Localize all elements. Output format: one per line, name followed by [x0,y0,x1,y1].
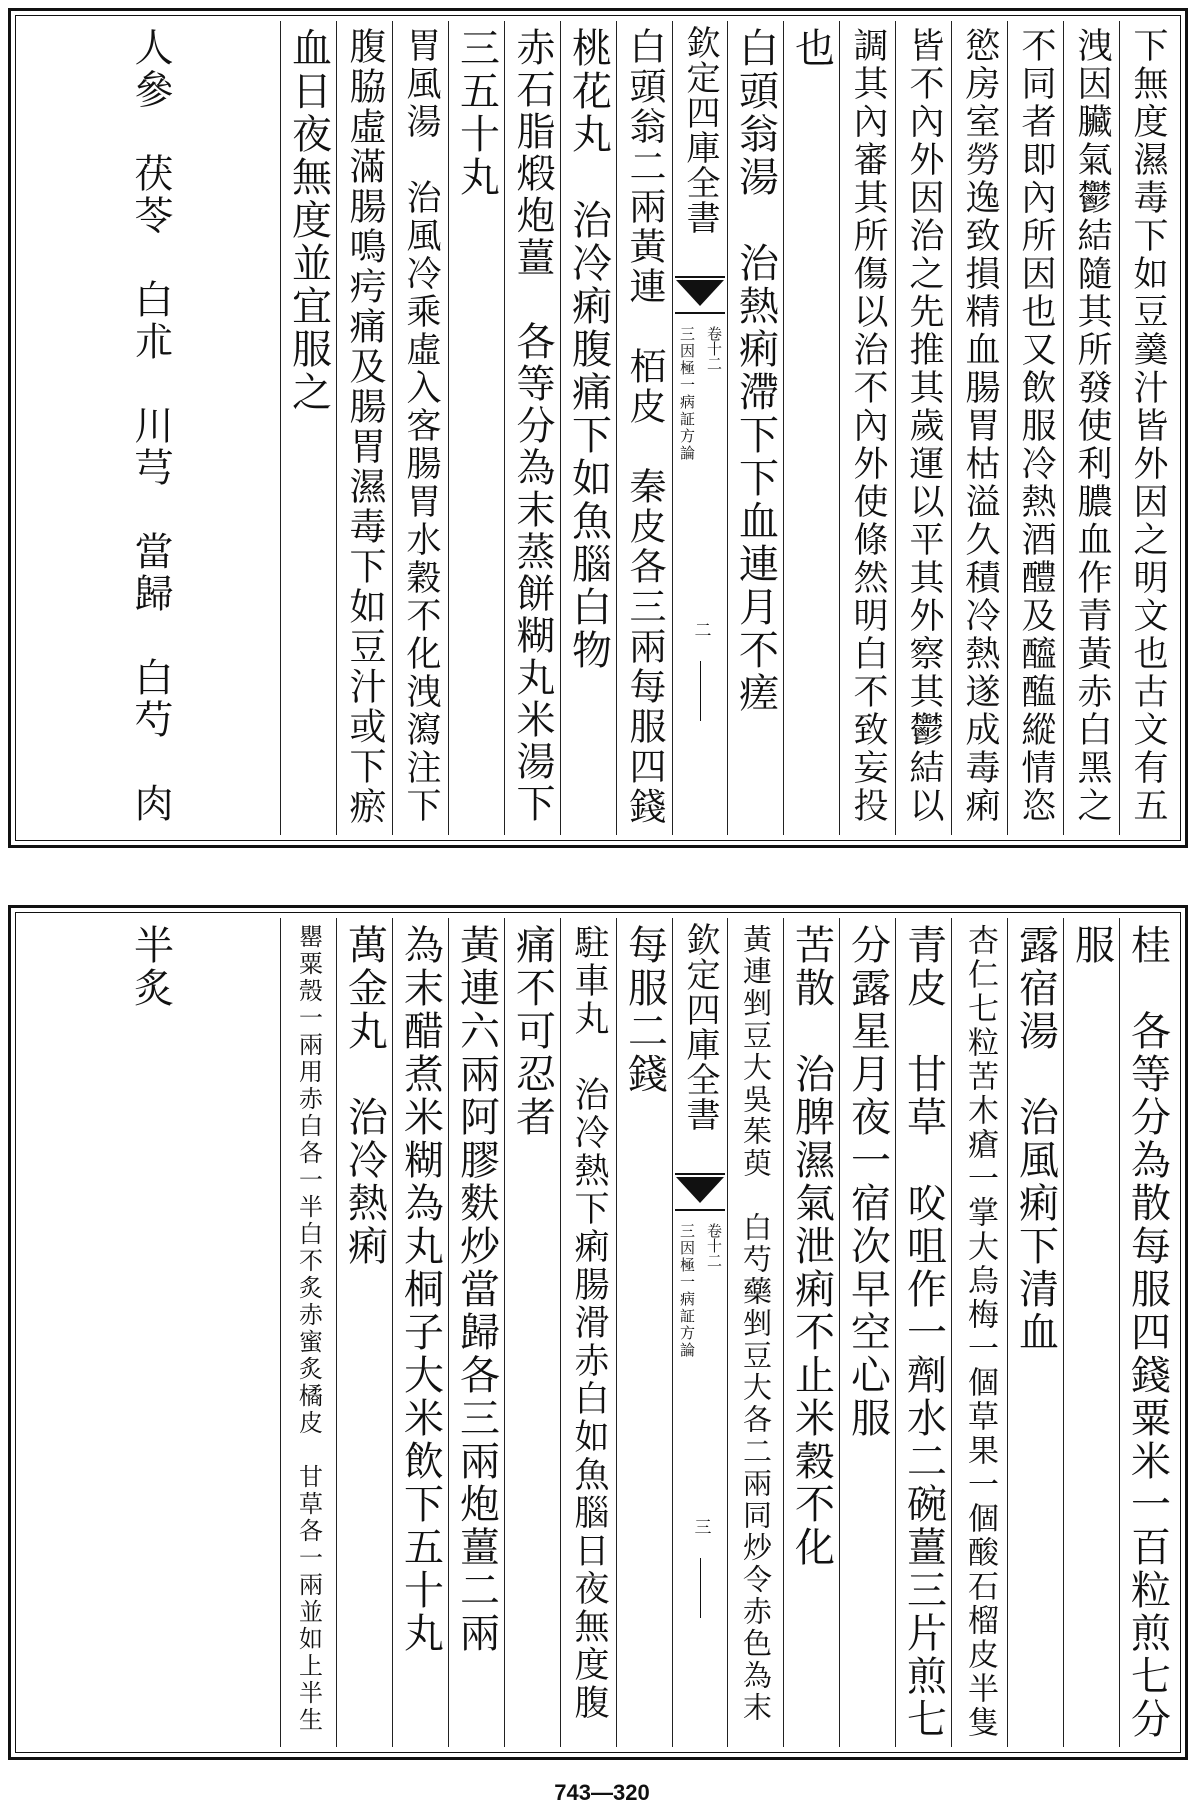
column-text: 半炙 [127,924,174,1010]
text-column [727,918,783,1747]
text-column [783,918,839,1747]
column-text: 每服二錢 [621,924,668,1096]
column-text: 皆不內外因治之先推其歲運以平其外察其鬱結以 [904,27,944,825]
text-column [1007,918,1063,1747]
column-text: 也 [788,27,835,70]
bottom-page [8,905,1188,1760]
text-column [1119,21,1175,835]
column-text: 露宿湯 治風痢下清血 [1012,924,1059,1354]
text-column [392,918,448,1747]
column-text: 駐車丸 治冷熱下痢腸滑赤白如魚腦日夜無度腹 [569,924,609,1722]
column-text: 洩因臟氣鬱結隨其所發使利膿血作青黃赤白黑之 [1072,27,1112,825]
text-column [1063,918,1119,1747]
column-text: 三五十丸 [453,27,500,199]
fold-page-number: 二 [690,621,711,638]
text-column [1007,21,1063,835]
column-text: 桃花丸 治冷痢腹痛下如魚腦白物 [565,27,612,672]
column-text: 黃連剉豆大吳茱萸 白芍藥剉豆大各二兩同炒令赤色為末 [739,924,773,1724]
top-page-columns [21,21,1175,835]
text-column [951,918,1007,1747]
text-column [895,918,951,1747]
fold-subtitle: 三因極一病証方論 [678,326,696,462]
text-column [895,21,951,835]
fish-tail-mark [675,1173,725,1211]
column-text: 白頭翁二兩黃連 栢皮 秦皮各三兩每服四錢 [623,27,666,827]
fold-volume: 卷十二 [705,1223,723,1268]
text-column [951,21,1007,835]
text-column [21,918,280,1747]
column-text: 杏仁七粒苦木瘡一掌大烏梅一個草果一個酸石榴皮半隻 [962,924,998,1740]
fold-rule [700,661,701,721]
column-text: 慾房室勞逸致損精血腸胃枯溢久積冷熱遂成毒痢 [960,27,1000,825]
text-column [560,21,616,835]
text-column [839,918,895,1747]
text-column [504,21,560,835]
text-column [280,21,336,835]
column-text: 黃連六兩阿膠麩炒當歸各三兩炮薑二兩 [453,924,500,1655]
column-text: 調其內審其所傷以治不內外使條然明白不致妄投 [848,27,888,825]
text-column [1119,918,1175,1747]
bottom-page-columns [21,918,1175,1747]
fold-volume: 卷十二 [705,326,723,371]
text-column [448,918,504,1747]
fish-tail-mark [675,276,725,314]
column-text: 腹脇虛滿腸鳴疞痛及腸胃濕毒下如豆汁或下瘀 [343,27,386,827]
text-column [783,21,839,835]
fold-subtitle: 三因極一病証方論 [678,1223,696,1359]
fold-strip [672,918,727,1747]
column-text: 罌粟殼一兩用赤白各一半白不炙赤蜜炙橘皮 甘草各一兩並如上半生 [294,924,323,1734]
fold-page-number: 三 [690,1518,711,1535]
column-text: 服 [1068,924,1115,967]
column-text: 胃風湯 治風冷乘虛入客腸胃水穀不化洩瀉注下 [401,27,441,825]
fold-title: 欽定四庫全書 [680,25,720,235]
column-text: 赤石脂煅炮薑 各等分為末蒸餅糊丸米湯下 [510,27,555,825]
column-text: 萬金丸 治冷熱痢 [341,924,388,1268]
column-text: 人參 茯苓 白朮 川芎 當歸 白芍 肉 [128,27,173,825]
text-column [839,21,895,835]
top-page [8,8,1188,848]
text-column [21,21,280,835]
fold-rule [700,1558,701,1618]
column-text: 為末醋煮米糊為丸桐子大米飲下五十丸 [397,924,444,1655]
column-text: 下無度濕毒下如豆羹汁皆外因之明文也古文有五 [1128,27,1168,825]
column-text: 苦散 治脾濕氣泄痢不止米穀不化 [788,924,835,1569]
text-column [448,21,504,835]
text-column [280,918,336,1747]
column-text: 血日夜無度並宜服之 [285,27,332,414]
column-text: 不同者即內所因也又飲服冷熱酒醴及醯醢縱情恣 [1016,27,1056,825]
column-text: 痛不可忍者 [509,924,556,1139]
page-footer-number: 743—320 [554,1780,650,1805]
column-text: 桂 各等分為散每服四錢粟米一百粒煎七分 [1124,924,1171,1741]
text-column [504,918,560,1747]
text-column [336,21,392,835]
column-text: 分露星月夜一宿次早空心服 [844,924,891,1440]
column-text: 青皮 甘草 㕮咀作一劑水二碗薑三片煎七 [900,924,947,1741]
text-column [727,21,783,835]
fold-strip [672,21,727,835]
text-column [392,21,448,835]
text-column [336,918,392,1747]
text-column [1063,21,1119,835]
fold-title: 欽定四庫全書 [680,922,720,1132]
text-column [560,918,616,1747]
text-column [616,918,672,1747]
text-column [616,21,672,835]
column-text: 白頭翁湯 治熱痢滯下下血連月不瘥 [732,27,779,715]
